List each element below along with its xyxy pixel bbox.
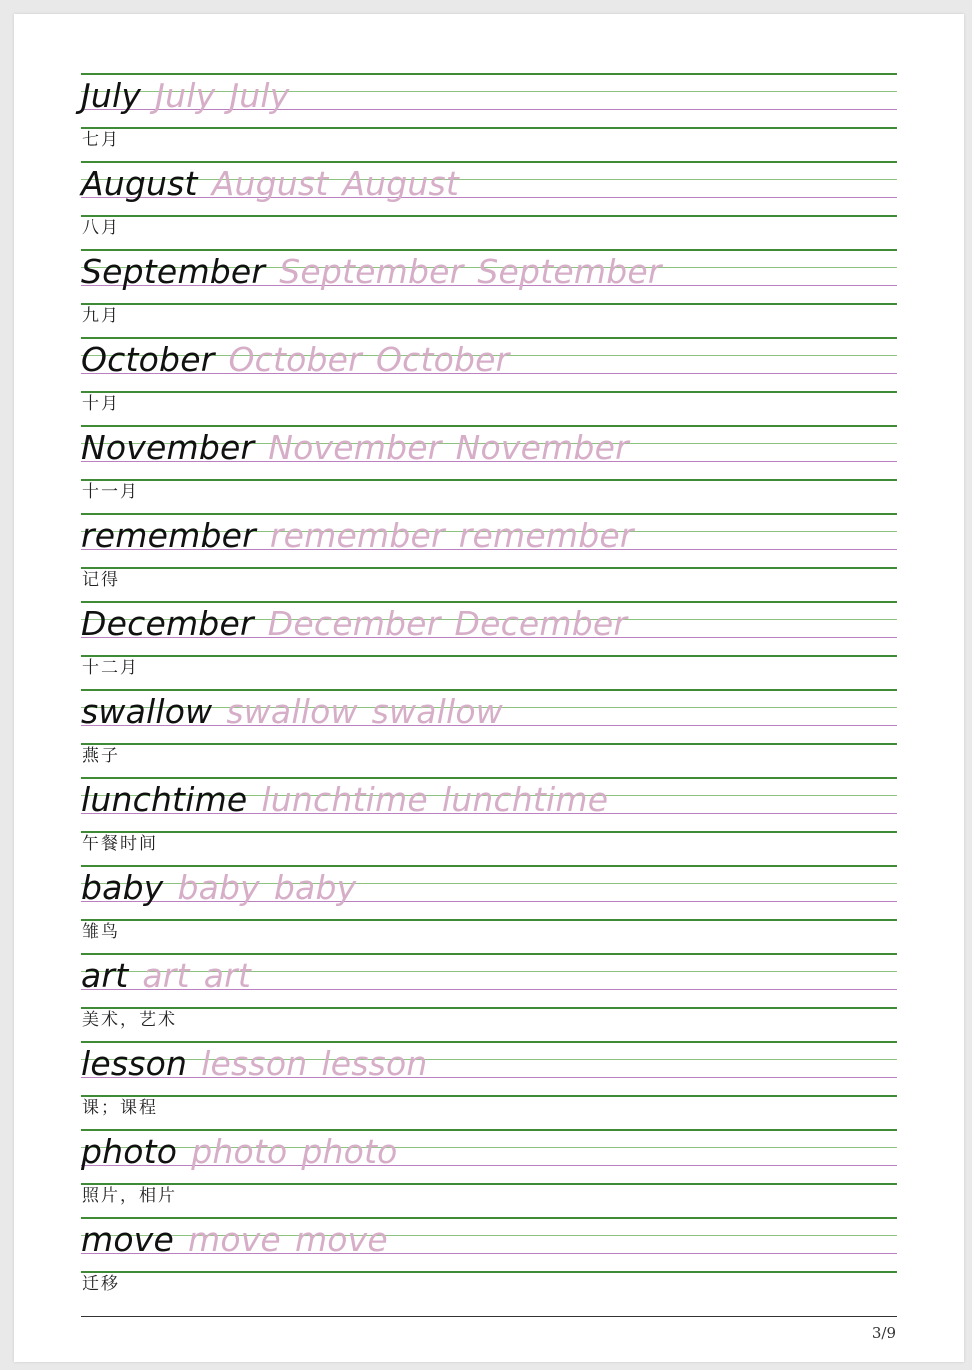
top-guide-line <box>81 425 897 427</box>
top-guide-line <box>81 689 897 691</box>
bottom-guide-line <box>81 655 897 657</box>
word-line <box>81 1132 398 1172</box>
practice-row <box>81 1129 897 1217</box>
footer-rule <box>81 1316 897 1317</box>
bottom-guide-line <box>81 303 897 305</box>
practice-row <box>81 953 897 1041</box>
practice-word: lunchtime <box>81 780 248 819</box>
trace-word: photo <box>191 1132 288 1171</box>
practice-row <box>81 73 897 161</box>
word-line <box>81 780 608 820</box>
practice-word: November <box>81 428 255 467</box>
bottom-guide-line <box>81 743 897 745</box>
trace-word: December <box>267 604 441 643</box>
trace-word: August <box>211 164 329 203</box>
top-guide-line <box>81 601 897 603</box>
chinese-meaning: 燕子 <box>82 746 120 766</box>
closing-guide-line <box>81 1305 897 1307</box>
practice-row <box>81 601 897 689</box>
top-guide-line <box>81 1217 897 1219</box>
trace-word: July <box>155 76 216 115</box>
trace-word: swallow <box>226 692 358 731</box>
trace-word: lunchtime <box>441 780 609 819</box>
trace-word: photo <box>301 1132 398 1171</box>
bottom-guide-line <box>81 479 897 481</box>
practice-word: photo <box>81 1132 178 1171</box>
bottom-guide-line <box>81 1095 897 1097</box>
chinese-meaning: 照片，相片 <box>82 1186 177 1206</box>
trace-word: move <box>187 1220 281 1259</box>
practice-word: move <box>81 1220 174 1259</box>
practice-row <box>81 337 897 425</box>
trace-word: November <box>268 428 442 467</box>
bottom-guide-line <box>81 1271 897 1273</box>
bottom-guide-line <box>81 1007 897 1009</box>
bottom-guide-line <box>81 1183 897 1185</box>
chinese-meaning: 十二月 <box>82 658 139 678</box>
top-guide-line <box>81 73 897 75</box>
top-guide-line <box>81 1041 897 1043</box>
practice-word: art <box>81 956 129 995</box>
bottom-guide-line <box>81 391 897 393</box>
trace-word: October <box>228 340 362 379</box>
trace-word: lunchtime <box>261 780 428 819</box>
top-guide-line <box>81 777 897 779</box>
practice-row <box>81 777 897 865</box>
word-line <box>81 1220 388 1260</box>
practice-word: swallow <box>81 692 213 731</box>
practice-word: August <box>81 164 198 203</box>
practice-row <box>81 513 897 601</box>
chinese-meaning: 午餐时间 <box>82 834 158 854</box>
chinese-meaning: 十一月 <box>82 482 139 502</box>
bottom-guide-line <box>81 567 897 569</box>
bottom-guide-line <box>81 831 897 833</box>
word-line <box>81 428 629 468</box>
word-line <box>81 604 627 644</box>
chinese-meaning: 记得 <box>82 570 120 590</box>
chinese-meaning: 美术，艺术 <box>82 1010 177 1030</box>
practice-row <box>81 249 897 337</box>
trace-word: December <box>454 604 628 643</box>
word-line <box>81 252 662 292</box>
chinese-meaning: 十月 <box>82 394 120 414</box>
chinese-meaning: 迁移 <box>82 1274 120 1294</box>
top-guide-line <box>81 513 897 515</box>
bottom-guide-line <box>81 127 897 129</box>
trace-word: baby <box>273 868 357 907</box>
word-line <box>81 76 289 116</box>
trace-word: September <box>477 252 662 291</box>
chinese-meaning: 课；课程 <box>82 1098 158 1118</box>
practice-row <box>81 425 897 513</box>
page-number: 3/9 <box>871 1324 896 1342</box>
practice-word: December <box>81 604 254 643</box>
practice-word: October <box>81 340 215 379</box>
bottom-guide-line <box>81 919 897 921</box>
word-line <box>81 164 459 204</box>
trace-word: move <box>294 1220 388 1259</box>
word-line <box>81 868 356 908</box>
practice-word: lesson <box>81 1044 188 1083</box>
practice-row <box>81 689 897 777</box>
trace-word: baby <box>177 868 260 907</box>
practice-row <box>81 161 897 249</box>
trace-word: swallow <box>371 692 503 731</box>
chinese-meaning: 七月 <box>82 130 120 150</box>
word-line <box>81 340 509 380</box>
trace-word: remember <box>269 516 445 555</box>
trace-word: November <box>455 428 629 467</box>
practice-row <box>81 1217 897 1305</box>
practice-word: remember <box>81 516 256 555</box>
worksheet-page <box>14 14 964 1362</box>
chinese-meaning: 九月 <box>82 306 120 326</box>
trace-word: art <box>203 956 252 995</box>
word-line <box>81 692 503 732</box>
top-guide-line <box>81 249 897 251</box>
chinese-meaning: 雏鸟 <box>82 922 120 942</box>
word-line <box>81 1044 428 1084</box>
top-guide-line <box>81 953 897 955</box>
word-line <box>81 516 634 556</box>
trace-word: lesson <box>321 1044 428 1083</box>
practice-row <box>81 865 897 953</box>
practice-row <box>81 1041 897 1129</box>
trace-word: art <box>142 956 190 995</box>
word-line <box>81 956 251 996</box>
practice-word: July <box>81 76 142 115</box>
trace-word: lesson <box>201 1044 308 1083</box>
top-guide-line <box>81 337 897 339</box>
practice-word: September <box>81 252 266 291</box>
top-guide-line <box>81 865 897 867</box>
trace-word: remember <box>458 516 634 555</box>
top-guide-line <box>81 161 897 163</box>
trace-word: September <box>279 252 464 291</box>
practice-word: baby <box>81 868 164 907</box>
chinese-meaning: 八月 <box>82 218 120 238</box>
trace-word: July <box>229 76 290 115</box>
top-guide-line <box>81 1129 897 1131</box>
trace-word: August <box>342 164 460 203</box>
trace-word: October <box>375 340 510 379</box>
bottom-guide-line <box>81 215 897 217</box>
